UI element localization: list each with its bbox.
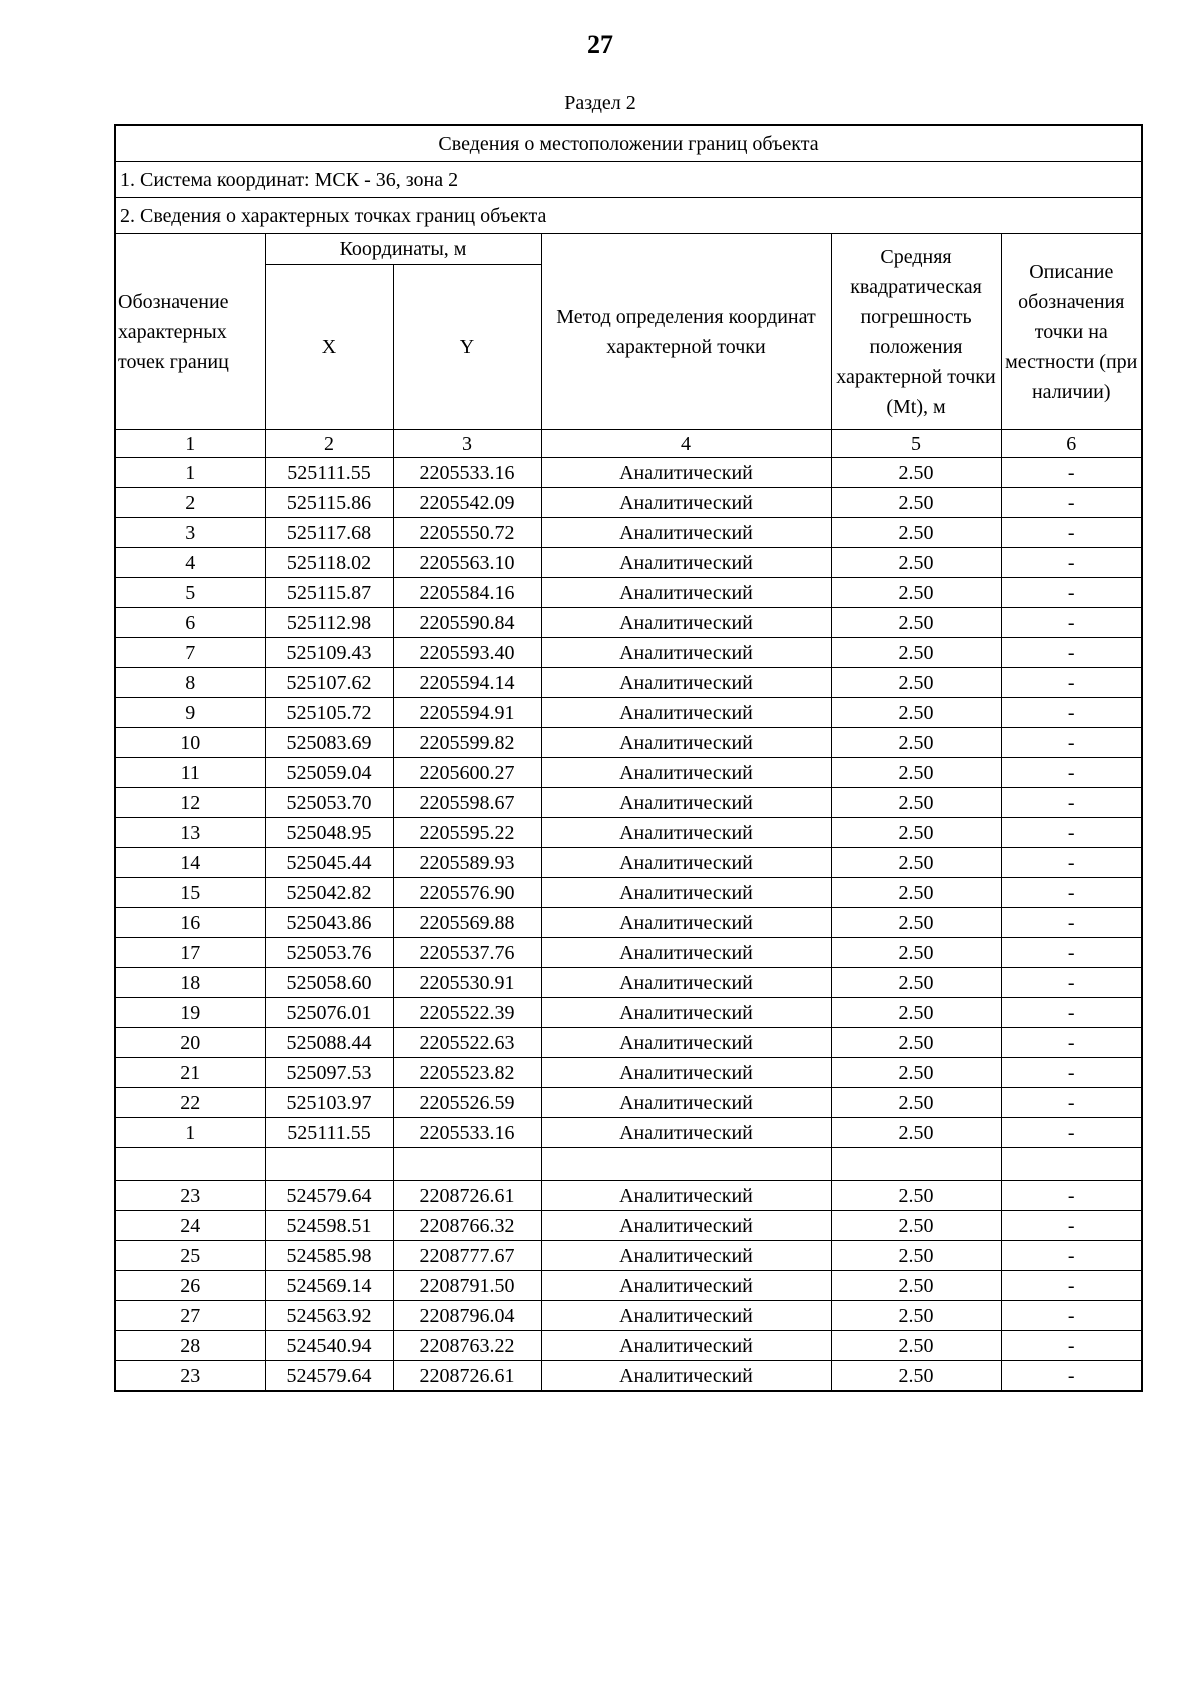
table-row [115, 878, 1142, 908]
cell-method: Аналитический [541, 1181, 831, 1211]
cell-x: 524563.92 [265, 1301, 393, 1331]
cell-y: 2205537.76 [393, 938, 541, 968]
cell-x: 525042.82 [265, 878, 393, 908]
cell-y: 2208763.22 [393, 1331, 541, 1361]
cell-x: 525053.76 [265, 938, 393, 968]
cell-error: 2.50 [831, 1331, 1001, 1361]
cell-y: 2205594.91 [393, 698, 541, 728]
coordinate-system: 1. Система координат: МСК - 36, зона 2 [115, 162, 1142, 198]
table-row [115, 908, 1142, 938]
table-row [115, 458, 1142, 488]
table-row [115, 518, 1142, 548]
table-row [115, 1148, 1142, 1181]
cell-method: Аналитический [541, 1301, 831, 1331]
cell-x: 525118.02 [265, 548, 393, 578]
table-row [115, 998, 1142, 1028]
cell-description: - [1001, 1118, 1142, 1148]
cell-description: - [1001, 968, 1142, 998]
table-row [115, 608, 1142, 638]
cell-x: 525088.44 [265, 1028, 393, 1058]
table-row [115, 1058, 1142, 1088]
cell-point: 7 [115, 638, 265, 668]
table-row [115, 1028, 1142, 1058]
cell-x: 525097.53 [265, 1058, 393, 1088]
cell-point: 13 [115, 818, 265, 848]
cell-point: 2 [115, 488, 265, 518]
cell-x: 525043.86 [265, 908, 393, 938]
table-row [115, 788, 1142, 818]
cell-x: 525053.70 [265, 788, 393, 818]
cell-description: - [1001, 758, 1142, 788]
cell-point: 26 [115, 1271, 265, 1301]
points-heading: 2. Сведения о характерных точках границ объекта [115, 198, 1142, 234]
cell-point: 28 [115, 1331, 265, 1361]
cell-description: - [1001, 458, 1142, 488]
cell-y: 2205569.88 [393, 908, 541, 938]
cell-method: Аналитический [541, 788, 831, 818]
table-row [115, 578, 1142, 608]
cell-description: - [1001, 1028, 1142, 1058]
cell-method: Аналитический [541, 938, 831, 968]
cell-point: 4 [115, 548, 265, 578]
cell-point: 23 [115, 1361, 265, 1392]
cell-error: 2.50 [831, 968, 1001, 998]
cell-error: 2.50 [831, 458, 1001, 488]
cell-y: 2208791.50 [393, 1271, 541, 1301]
cell-y: 2205590.84 [393, 608, 541, 638]
cell-y: 2205526.59 [393, 1088, 541, 1118]
cell-error: 2.50 [831, 758, 1001, 788]
cell-point: 19 [115, 998, 265, 1028]
cell-x: 524585.98 [265, 1241, 393, 1271]
cell-method: Аналитический [541, 818, 831, 848]
cell-point: 27 [115, 1301, 265, 1331]
cell-error: 2.50 [831, 728, 1001, 758]
cell-method: Аналитический [541, 1271, 831, 1301]
cell-method: Аналитический [541, 1118, 831, 1148]
table-row [115, 938, 1142, 968]
cell-error: 2.50 [831, 488, 1001, 518]
cell-x: 524569.14 [265, 1271, 393, 1301]
cell-y: 2205533.16 [393, 1118, 541, 1148]
cell-y: 2205599.82 [393, 728, 541, 758]
cell-point: 15 [115, 878, 265, 908]
table-row [115, 1241, 1142, 1271]
column-number: 3 [393, 430, 541, 458]
cell-description: - [1001, 1088, 1142, 1118]
header-row-top [115, 234, 1142, 265]
cell-x: 525058.60 [265, 968, 393, 998]
cell-x: 525117.68 [265, 518, 393, 548]
cell-x: 525076.01 [265, 998, 393, 1028]
cell-error: 2.50 [831, 1301, 1001, 1331]
table-row [115, 488, 1142, 518]
cell-point: 5 [115, 578, 265, 608]
cell-y: 2205550.72 [393, 518, 541, 548]
cell-method: Аналитический [541, 518, 831, 548]
cell-description: - [1001, 518, 1142, 548]
cell-method: Аналитический [541, 548, 831, 578]
header-y: Y [393, 265, 541, 430]
cell-description: - [1001, 1181, 1142, 1211]
cell-point: 6 [115, 608, 265, 638]
cell-error: 2.50 [831, 938, 1001, 968]
table-row [115, 758, 1142, 788]
cell-y: 2205593.40 [393, 638, 541, 668]
cell-description: - [1001, 668, 1142, 698]
cell-x: 525115.86 [265, 488, 393, 518]
cell-error: 2.50 [831, 638, 1001, 668]
cell-x: 525083.69 [265, 728, 393, 758]
cell-x: 524598.51 [265, 1211, 393, 1241]
cell-description: - [1001, 1361, 1142, 1392]
cell-description: - [1001, 1058, 1142, 1088]
cell-error: 2.50 [831, 1181, 1001, 1211]
cell-error: 2.50 [831, 848, 1001, 878]
cell-description: - [1001, 638, 1142, 668]
cell-method: Аналитический [541, 1088, 831, 1118]
cell-point: 25 [115, 1241, 265, 1271]
cell-y: 2208726.61 [393, 1181, 541, 1211]
cell-point: 16 [115, 908, 265, 938]
column-number: 4 [541, 430, 831, 458]
cell-y: 2205542.09 [393, 488, 541, 518]
cell-x: 525115.87 [265, 578, 393, 608]
cell-description: - [1001, 1241, 1142, 1271]
cell-y: 2205522.39 [393, 998, 541, 1028]
cell-error: 2.50 [831, 1058, 1001, 1088]
cell-x: 524540.94 [265, 1331, 393, 1361]
cell-point: 17 [115, 938, 265, 968]
cell-method: Аналитический [541, 1331, 831, 1361]
header-coords: Координаты, м [265, 234, 541, 265]
cell-error: 2.50 [831, 1088, 1001, 1118]
cell-description: - [1001, 1211, 1142, 1241]
column-number: 5 [831, 430, 1001, 458]
cell-y [393, 1148, 541, 1181]
cell-method: Аналитический [541, 728, 831, 758]
cell-description: - [1001, 698, 1142, 728]
cell-method: Аналитический [541, 968, 831, 998]
cell-error: 2.50 [831, 578, 1001, 608]
cell-description: - [1001, 878, 1142, 908]
cell-point: 21 [115, 1058, 265, 1088]
cell-method: Аналитический [541, 878, 831, 908]
table-row [115, 1331, 1142, 1361]
cell-error: 2.50 [831, 698, 1001, 728]
table-row [115, 1211, 1142, 1241]
cell-point: 22 [115, 1088, 265, 1118]
column-number: 1 [115, 430, 265, 458]
cell-method: Аналитический [541, 1241, 831, 1271]
cell-x: 525111.55 [265, 1118, 393, 1148]
cell-y: 2208777.67 [393, 1241, 541, 1271]
cell-error: 2.50 [831, 668, 1001, 698]
cell-error: 2.50 [831, 998, 1001, 1028]
table-row [115, 1088, 1142, 1118]
cell-error: 2.50 [831, 518, 1001, 548]
cell-x: 525109.43 [265, 638, 393, 668]
cell-x: 525103.97 [265, 1088, 393, 1118]
cell-y: 2205576.90 [393, 878, 541, 908]
table-row [115, 848, 1142, 878]
cell-point: 14 [115, 848, 265, 878]
cell-x: 525045.44 [265, 848, 393, 878]
cell-description: - [1001, 848, 1142, 878]
column-numbers-row [115, 430, 1142, 458]
header-error: Средняя квадратическая погрешность положения характерной точки (Mt), м [831, 234, 1001, 430]
cell-point: 1 [115, 1118, 265, 1148]
cell-description: - [1001, 818, 1142, 848]
cell-y: 2205598.67 [393, 788, 541, 818]
cell-x: 525111.55 [265, 458, 393, 488]
column-number: 6 [1001, 430, 1142, 458]
cell-method: Аналитический [541, 998, 831, 1028]
cell-method: Аналитический [541, 758, 831, 788]
cell-method: Аналитический [541, 488, 831, 518]
table-row [115, 668, 1142, 698]
table-row [115, 818, 1142, 848]
cell-x: 525048.95 [265, 818, 393, 848]
cell-point: 20 [115, 1028, 265, 1058]
page-number: 27 [587, 30, 613, 59]
cell-error: 2.50 [831, 818, 1001, 848]
cell-error: 2.50 [831, 1361, 1001, 1392]
table-row [115, 728, 1142, 758]
cell-y: 2205600.27 [393, 758, 541, 788]
cell-error: 2.50 [831, 608, 1001, 638]
boundary-points-table [114, 124, 1143, 1392]
cell-description: - [1001, 938, 1142, 968]
coordinate-system-row [115, 162, 1142, 198]
table-row [115, 1118, 1142, 1148]
cell-error: 2.50 [831, 788, 1001, 818]
cell-point: 3 [115, 518, 265, 548]
cell-point: 10 [115, 728, 265, 758]
cell-y: 2208766.32 [393, 1211, 541, 1241]
table-row [115, 548, 1142, 578]
cell-x: 524579.64 [265, 1361, 393, 1392]
cell-description: - [1001, 1271, 1142, 1301]
cell-error: 2.50 [831, 1211, 1001, 1241]
cell-y: 2205595.22 [393, 818, 541, 848]
cell-y: 2208726.61 [393, 1361, 541, 1392]
cell-x [265, 1148, 393, 1181]
cell-point: 24 [115, 1211, 265, 1241]
cell-description: - [1001, 788, 1142, 818]
cell-point: 23 [115, 1181, 265, 1211]
section-label: Раздел 2 [564, 92, 636, 114]
cell-method: Аналитический [541, 1361, 831, 1392]
cell-error: 2.50 [831, 1271, 1001, 1301]
header-x: X [265, 265, 393, 430]
cell-y: 2205533.16 [393, 458, 541, 488]
cell-y: 2205584.16 [393, 578, 541, 608]
cell-method: Аналитический [541, 698, 831, 728]
cell-method: Аналитический [541, 908, 831, 938]
cell-method: Аналитический [541, 668, 831, 698]
cell-point: 11 [115, 758, 265, 788]
cell-x: 525059.04 [265, 758, 393, 788]
cell-description [1001, 1148, 1142, 1181]
table-row [115, 1361, 1142, 1392]
cell-point: 9 [115, 698, 265, 728]
cell-x: 525105.72 [265, 698, 393, 728]
cell-error [831, 1148, 1001, 1181]
cell-error: 2.50 [831, 1028, 1001, 1058]
table-row [115, 1301, 1142, 1331]
header-method: Метод определения координат характерной точки [541, 234, 831, 430]
cell-error: 2.50 [831, 548, 1001, 578]
cell-y: 2205589.93 [393, 848, 541, 878]
cell-y: 2205563.10 [393, 548, 541, 578]
cell-description: - [1001, 578, 1142, 608]
cell-method: Аналитический [541, 458, 831, 488]
cell-y: 2208796.04 [393, 1301, 541, 1331]
cell-description: - [1001, 998, 1142, 1028]
table-row [115, 638, 1142, 668]
cell-y: 2205522.63 [393, 1028, 541, 1058]
cell-point: 1 [115, 458, 265, 488]
table-title: Сведения о местоположении границ объекта [115, 125, 1142, 162]
cell-method: Аналитический [541, 1028, 831, 1058]
table-row [115, 698, 1142, 728]
cell-point: 18 [115, 968, 265, 998]
cell-description: - [1001, 488, 1142, 518]
cell-method [541, 1148, 831, 1181]
cell-method: Аналитический [541, 848, 831, 878]
cell-method: Аналитический [541, 608, 831, 638]
cell-x: 524579.64 [265, 1181, 393, 1211]
header-description: Описание обозначения точки на местности (при наличии) [1001, 234, 1142, 430]
cell-description: - [1001, 1301, 1142, 1331]
cell-method: Аналитический [541, 1058, 831, 1088]
cell-error: 2.50 [831, 878, 1001, 908]
cell-description: - [1001, 1331, 1142, 1361]
table-title-row [115, 125, 1142, 162]
cell-description: - [1001, 728, 1142, 758]
cell-description: - [1001, 548, 1142, 578]
cell-error: 2.50 [831, 1118, 1001, 1148]
header-point: Обозначение характерных точек границ [115, 234, 265, 430]
cell-y: 2205594.14 [393, 668, 541, 698]
table-row [115, 1271, 1142, 1301]
table-row [115, 968, 1142, 998]
cell-point [115, 1148, 265, 1181]
cell-method: Аналитический [541, 1211, 831, 1241]
cell-error: 2.50 [831, 1241, 1001, 1271]
cell-method: Аналитический [541, 638, 831, 668]
cell-y: 2205530.91 [393, 968, 541, 998]
points-heading-row [115, 198, 1142, 234]
column-number: 2 [265, 430, 393, 458]
cell-description: - [1001, 908, 1142, 938]
cell-method: Аналитический [541, 578, 831, 608]
cell-y: 2205523.82 [393, 1058, 541, 1088]
table-row [115, 1181, 1142, 1211]
cell-error: 2.50 [831, 908, 1001, 938]
cell-description: - [1001, 608, 1142, 638]
cell-x: 525112.98 [265, 608, 393, 638]
cell-point: 12 [115, 788, 265, 818]
cell-point: 8 [115, 668, 265, 698]
cell-x: 525107.62 [265, 668, 393, 698]
